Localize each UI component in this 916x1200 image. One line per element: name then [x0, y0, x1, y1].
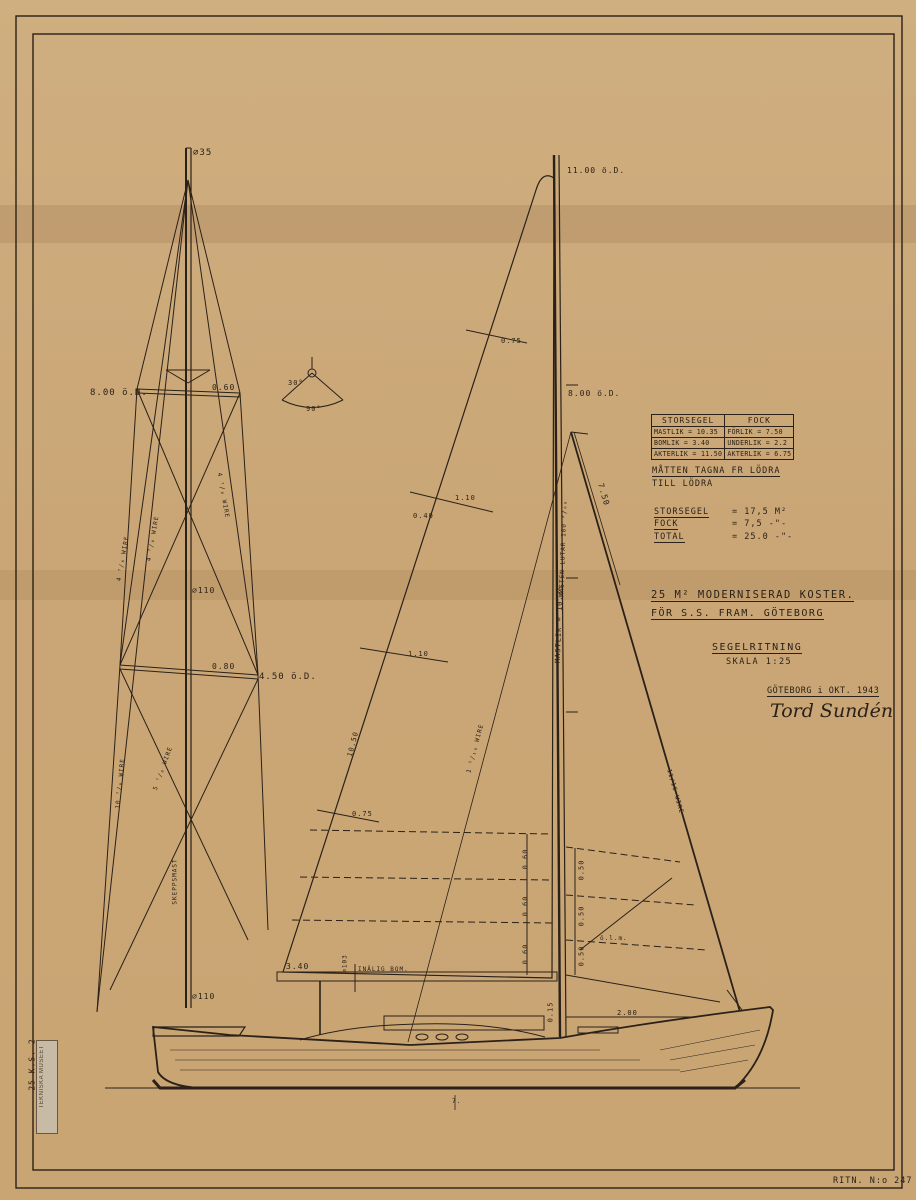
drawing-scale: SKALA 1:25 [726, 657, 793, 667]
lower-width-label: 0.80 [212, 662, 236, 671]
table-cell: AKTERLIK = 6.75 [725, 449, 794, 460]
table-cell: BOMLIK = 3.40 [652, 438, 725, 449]
lower-height-label: 4.50 ö.D. [259, 672, 317, 682]
batten-3-label: 1.10 [408, 650, 429, 658]
mast-base-diameter: ⌀110 [192, 992, 216, 1001]
batten-4-label: 0.75 [352, 810, 373, 818]
sail-dimensions-table [651, 414, 794, 460]
area-value-jib: = 7,5 -"- [732, 519, 788, 529]
drawing-owner: FÖR S.S. FRAM. GÖTEBORG [651, 608, 824, 619]
boom-diameter-label: ⌀103 [341, 954, 349, 973]
inner-border [33, 34, 894, 1170]
area-value-total: = 25.0 -"- [732, 532, 794, 542]
table-cell: FÖRLIK = 7.50 [725, 427, 794, 438]
hounds-height-label: 8.00 ö.D. [568, 389, 621, 398]
angle-big-label: 90° [306, 405, 322, 413]
measure-note-line1: MÅTTEN TAGNA FR LÖDRA [652, 466, 781, 476]
table-header-jib: FOCK [725, 415, 794, 427]
mast-name-label: SKEPPSMAST [171, 858, 179, 905]
mast-top-diameter: ⌀35 [193, 148, 213, 158]
masthead-height-label: 11.00 ö.D. [567, 166, 626, 175]
jib-panel-3-label: 0.50 [577, 945, 586, 967]
designer-signature: Tord Sundén [770, 700, 894, 722]
mast-mid-diameter: ⌀110 [192, 586, 216, 595]
wire-label-e: 5 ⁷/₈ WIRE [151, 745, 175, 792]
table-cell: AKTERLIK = 11.50 [652, 449, 725, 460]
drawing-number: RITN. N:o 247 [833, 1176, 913, 1186]
area-label-jib: FOCK [654, 519, 679, 529]
boom-type-label: INÄLIG BOM. [358, 966, 409, 973]
drawing-type: SEGELRITNING [712, 642, 803, 653]
place-date: GÖTEBORG i OKT. 1943 [767, 686, 880, 696]
wire-label-d: 10 ⁷/₈ WIRE [114, 757, 127, 810]
forestay-wire-label: 11/16 WIRE [665, 768, 685, 815]
wire-label-c: 4 ⁷/₈ WIRE [215, 472, 231, 519]
luff-length-label: MASTLIK = 10.35 [553, 584, 565, 664]
batten-1-label: 0.75 [501, 337, 522, 345]
misc-label: ö.l.m. [600, 935, 628, 942]
table-cell: MASTLIK = 10.35 [652, 427, 725, 438]
batten-2-label: 1.10 [455, 494, 476, 502]
hull [105, 1007, 800, 1110]
wire-label-a: 4 ⁷/₈ WIRE [115, 535, 131, 582]
roach-label: 0.40 [413, 512, 434, 520]
boom-length-label: 3.40 [286, 962, 310, 971]
jib-panel-1-label: 0.50 [577, 859, 586, 881]
area-label-total: TOTAL [654, 532, 685, 542]
angle-small-label: 30° [288, 379, 304, 387]
leech-length-label: 10.50 [345, 730, 361, 758]
area-label-mainsail: STORSEGEL [654, 507, 710, 517]
forestay-length-label: 7.50 [596, 482, 612, 507]
jib-foot-label: 2.00 [617, 1009, 638, 1017]
measure-note-line2: TILL LÖDRA [652, 479, 714, 489]
stamp-text: TEKNISKA MUSEET [39, 1045, 45, 1109]
reef-2-label: 0.60 [521, 895, 530, 917]
table-row [652, 449, 794, 460]
spreader-height-label: 8.00 ö.D. [90, 388, 148, 398]
main-wire-label: 1 ⁵/₁₆ WIRE [465, 723, 486, 774]
reef-3-label: 0.60 [521, 943, 530, 965]
table-header-mainsail: STORSEGEL [652, 415, 725, 427]
drawing-title: 25 M² MODERNISERAD KOSTER. [651, 589, 855, 601]
jib-panel-2-label: 0.50 [577, 905, 586, 927]
bottom-mark: 7. [452, 1098, 462, 1105]
spreader-width-label: 0.60 [212, 383, 236, 392]
deck-dim-label: 0.15 [546, 1001, 555, 1023]
wire-label-b: 4 ⁷/₈ WIRE [145, 515, 161, 562]
reef-1-label: 0.60 [521, 848, 530, 870]
table-row [652, 438, 794, 449]
margin-mark: 25 K.S. 2 [27, 1038, 37, 1091]
table-cell: UNDERLIK = 2.2 [725, 438, 794, 449]
area-value-mainsail: = 17,5 M² [732, 507, 788, 517]
mast-rake-label: MASTEN LUTAR 100 ⁰/₀₀ [558, 499, 569, 598]
table-row [652, 427, 794, 438]
museum-stamp [36, 1040, 58, 1134]
